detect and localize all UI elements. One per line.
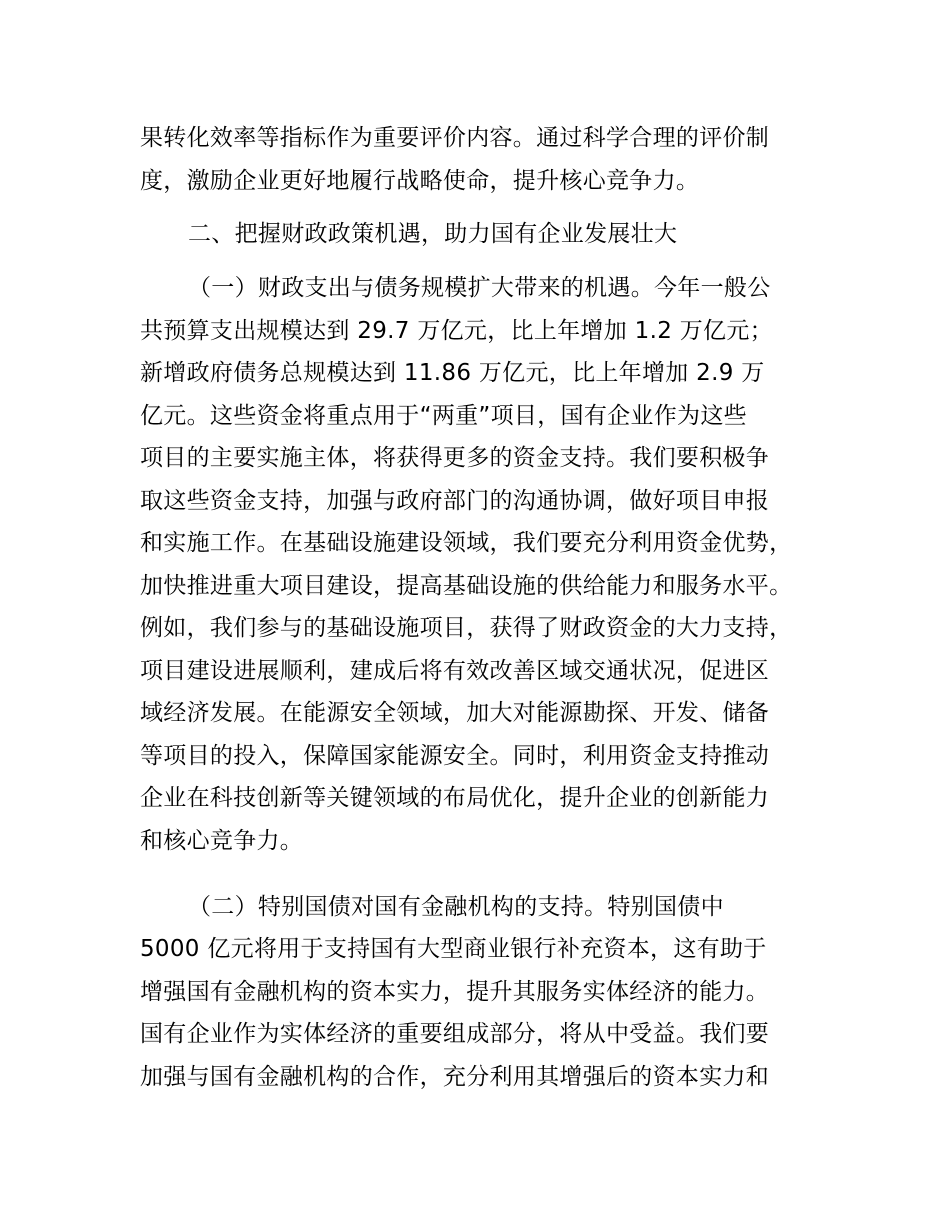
paragraph-line: 新增政府债务总规模达到 11.86 万亿元，比上年增加 2.9 万 (140, 360, 765, 386)
paragraph-line: 增强国有金融机构的资本实力，提升其服务实体经济的能力。 (140, 979, 770, 1005)
paragraph-line: 项目建设进展顺利，建成后将有效改善区域交通状况，促进区 (140, 658, 770, 684)
paragraph-line: （二）特别国债对国有金融机构的支持。特别国债中 (188, 894, 724, 920)
paragraph-line: 和实施工作。在基础设施建设领域，我们要充分利用资金优势， (140, 530, 793, 556)
paragraph-line: 域经济发展。在能源安全领域，加大对能源勘探、开发、储备 (140, 700, 770, 726)
paragraph-line: 项目的主要实施主体，将获得更多的资金支持。我们要积极争 (140, 445, 770, 471)
paragraph-line: 例如，我们参与的基础设施项目，获得了财政资金的大力支持， (140, 615, 793, 641)
paragraph-line: 等项目的投入，保障国家能源安全。同时，利用资金支持推动 (140, 743, 770, 769)
paragraph-line: 5000 亿元将用于支持国有大型商业银行补充资本，这有助于 (140, 936, 767, 962)
paragraph-line: 加强与国有金融机构的合作，充分利用其增强后的资本实力和 (140, 1064, 770, 1090)
paragraph-line: 和核心竞争力。 (140, 828, 304, 854)
paragraph-line: 国有企业作为实体经济的重要组成部分，将从中受益。我们要 (140, 1021, 770, 1047)
paragraph-line: 企业在科技创新等关键领域的布局优化，提升企业的创新能力 (140, 785, 770, 811)
paragraph-line: 亿元。这些资金将重点用于“两重”项目，国有企业作为这些 (140, 403, 747, 429)
paragraph-line: 度，激励企业更好地履行战略使命，提升核心竞争力。 (140, 168, 700, 194)
paragraph-line: 共预算支出规模达到 29.7 万亿元，比上年增加 1.2 万亿元； (140, 318, 773, 344)
paragraph-line: （一）财政支出与债务规模扩大带来的机遇。今年一般公 (188, 275, 771, 301)
section-heading: 二、把握财政政策机遇，助力国有企业发展壮大 (188, 221, 678, 247)
paragraph-line: 加快推进重大项目建设，提高基础设施的供给能力和服务水平。 (140, 573, 793, 599)
paragraph-line: 取这些资金支持，加强与政府部门的沟通协调，做好项目申报 (140, 488, 770, 514)
paragraph-line: 果转化效率等指标作为重要评价内容。通过科学合理的评价制 (140, 125, 770, 151)
